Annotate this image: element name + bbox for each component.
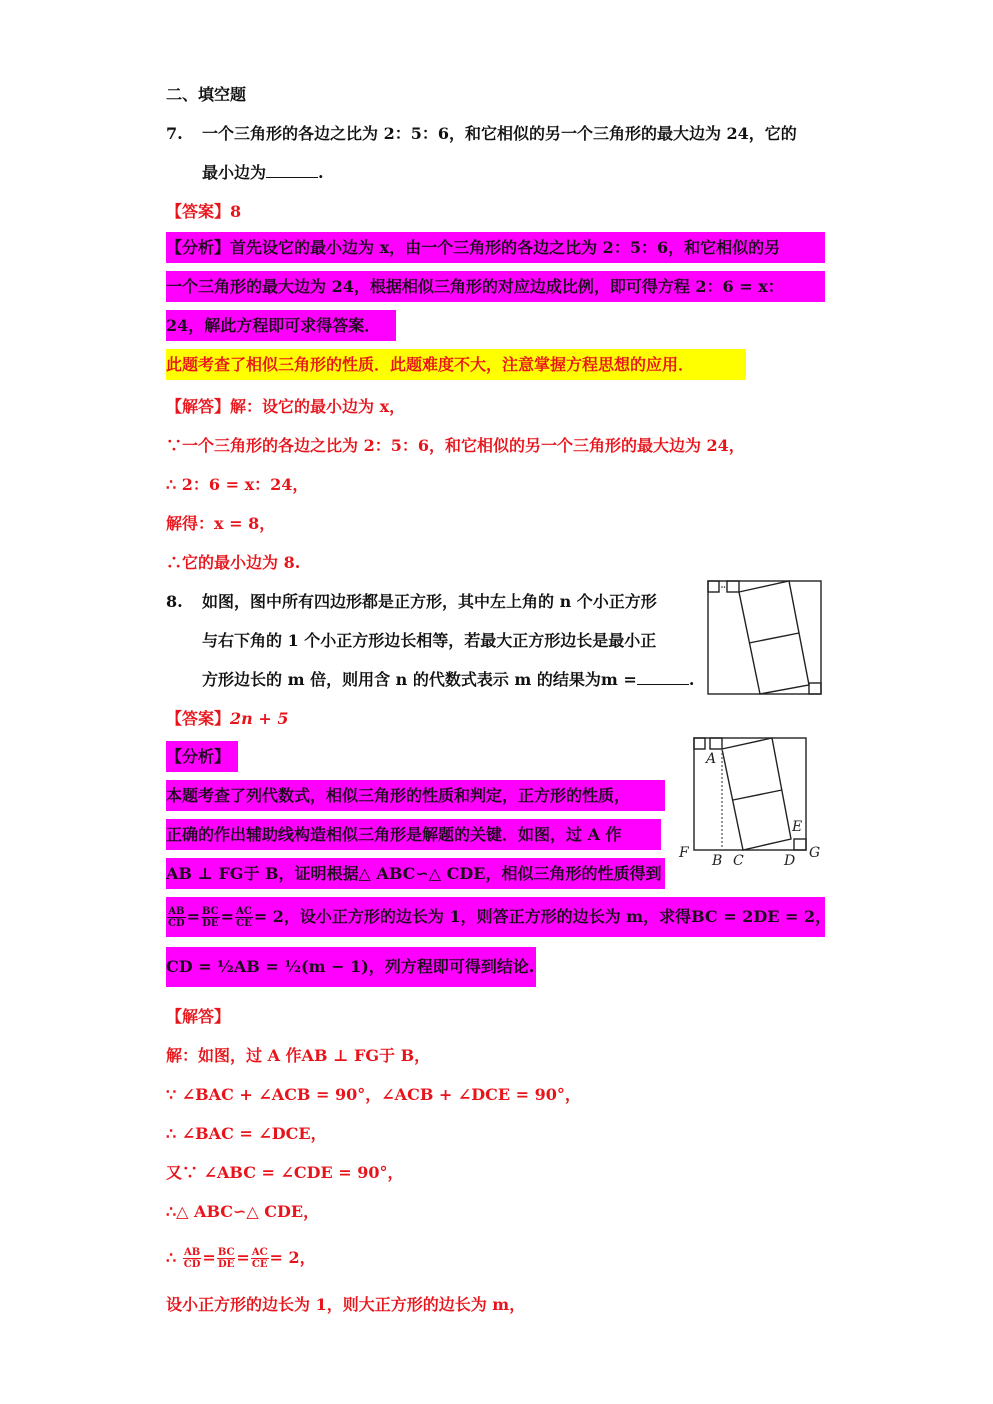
answer-value: 2n + 5 [230,709,289,728]
equation-suffix: = 2， [269,1248,316,1267]
highlighted-text: CD = ½AB = ½(m − 1)，列方程即可得到结论. [166,947,536,987]
fraction: $\frac{BC}{DE}$ [217,1247,235,1270]
q7-solution-line2: ∵一个三角形的各边之比为 2：5：6，和它相似的另一个三角形的最大边为 24， [166,436,745,455]
section-title: 二、填空题 [166,85,247,104]
q7-solution-line3: ∴ 2：6 = x：24， [166,475,309,494]
q8-solution-line5: ∴△ ABC∽△ CDE， [166,1202,320,1221]
q8-analysis-line2 [166,819,661,850]
q7-solution-line1: 【解答】解：设它的最小边为 x， [166,397,406,416]
therefore-symbol: ∴ [166,1248,177,1267]
highlighted-text: 【分析】首先设它的最小边为 x，由一个三角形的各边之比为 2：5：6，和它相似的另 [166,232,825,263]
q8-solution-line2: ∵ ∠BAC + ∠ACB = 90°，∠ACB + ∠DCE = 90°， [166,1085,581,1104]
q8-analysis-label [166,741,238,772]
q8-solution-line1: 解：如图，过 A 作AB ⊥ FG于 B， [166,1046,431,1065]
fraction: $\frac{AB}{CD}$ [168,906,185,929]
q7-answer [166,196,241,227]
q8-solution-line3: ∴ ∠BAC = ∠DCE， [166,1124,327,1143]
q8-solution-line6: ∴ $\frac{AB}{CD}$ = $\frac{BC}{DE}$ = $\frac{AC}{CE}$ = 2， [166,1247,316,1270]
q8-analysis-line4 [166,897,832,937]
labeled-squares-figure [676,732,826,872]
analysis-text: = 2，设小正方形的边长为 1，则答正方形的边长为 m，求得BC = 2DE = 2， [253,907,832,926]
q7-solution-line5: ∴它的最小边为 8. [166,553,301,572]
q8-stem-line3 [202,664,694,695]
fraction: $\frac{AC}{CE}$ [251,1247,268,1270]
period: . [318,163,324,182]
q7-analysis-line3 [166,310,396,341]
q8-solution-line4: 又∵ ∠ABC = ∠CDE = 90°， [166,1163,404,1182]
answer-label: 【答案】 [166,709,231,728]
q7-stem-line1 [166,118,797,149]
answer-value: 8 [230,202,242,221]
q7-analysis-line2 [166,271,825,302]
highlighted-text: 正确的作出辅助线构造相似三角形是解题的关键．如图，过 A 作 [166,819,661,850]
q8-analysis-line5 [166,947,536,987]
fraction: $\frac{AB}{CD}$ [183,1247,201,1270]
highlighted-text: 一个三角形的最大边为 24，根据相似三角形的对应边成比例，即可得方程 2：6 = x： [166,271,825,302]
q7-text-2: 最小边为 [202,163,267,182]
q8-number: 8. [166,592,183,611]
fraction: $\frac{BC}{DE}$ [202,906,219,929]
label-B: B [712,853,723,869]
q7-stem-line2 [202,157,324,188]
fraction: $\frac{AC}{CE}$ [236,906,252,929]
answer-blank [266,159,318,178]
q8-analysis-line3 [166,858,665,889]
label-F: F [679,845,689,861]
squares-figure [706,579,824,697]
label-G: G [809,845,821,861]
q7-analysis-note [166,349,746,380]
highlighted-text: $\frac{AB}{CD}$ = $\frac{BC}{DE}$ = $\frac{AC}{CE}$ = 2，设小正方形的边长为 1，则答正方形的边长为 m，求得BC = 2DE = 2， [166,897,825,937]
label-D: D [784,853,796,869]
q7-analysis-line1 [166,232,825,263]
q7-text: 一个三角形的各边之比为 2：5：6，和它相似的另一个三角形的最大边为 24，它的 [202,124,797,143]
highlighted-text: 24，解此方程即可求得答案． [166,310,396,341]
q8-text-3: 方形边长的 m 倍，则用含 n 的代数式表示 m 的结果为m = [202,670,637,689]
label-C: C [733,853,744,869]
q8-stem-line2: 与右下角的 1 个小正方形边长相等，若最大正方形边长是最小正 [202,631,657,650]
period: . [688,670,695,689]
answer-blank [637,666,689,685]
q7-number: 7. [166,124,183,143]
highlighted-note: 此题考查了相似三角形的性质．此题难度不大，注意掌握方程思想的应用． [166,349,746,380]
highlighted-text: AB ⊥ FG于 B，证明根据△ ABC∽△ CDE，相似三角形的性质得到 [166,858,665,889]
q8-solution-line7: 设小正方形的边长为 1，则大正方形的边长为 m， [166,1295,526,1314]
q8-solution-label: 【解答】 [166,1007,231,1026]
highlighted-text: 本题考查了列代数式，相似三角形的性质和判定，正方形的性质， [166,780,665,811]
q8-stem-line1 [166,586,657,617]
q7-solution-line4: 解得：x = 8， [166,514,276,533]
q8-text: 如图，图中所有四边形都是正方形，其中左上角的 n 个小正方形 [202,592,657,611]
answer-label: 【答案】 [166,202,231,221]
label-A: A [706,751,717,767]
q8-analysis-line1 [166,780,665,811]
label-E: E [792,819,803,835]
highlighted-text: 【分析】 [166,741,238,772]
q8-answer [166,703,288,734]
